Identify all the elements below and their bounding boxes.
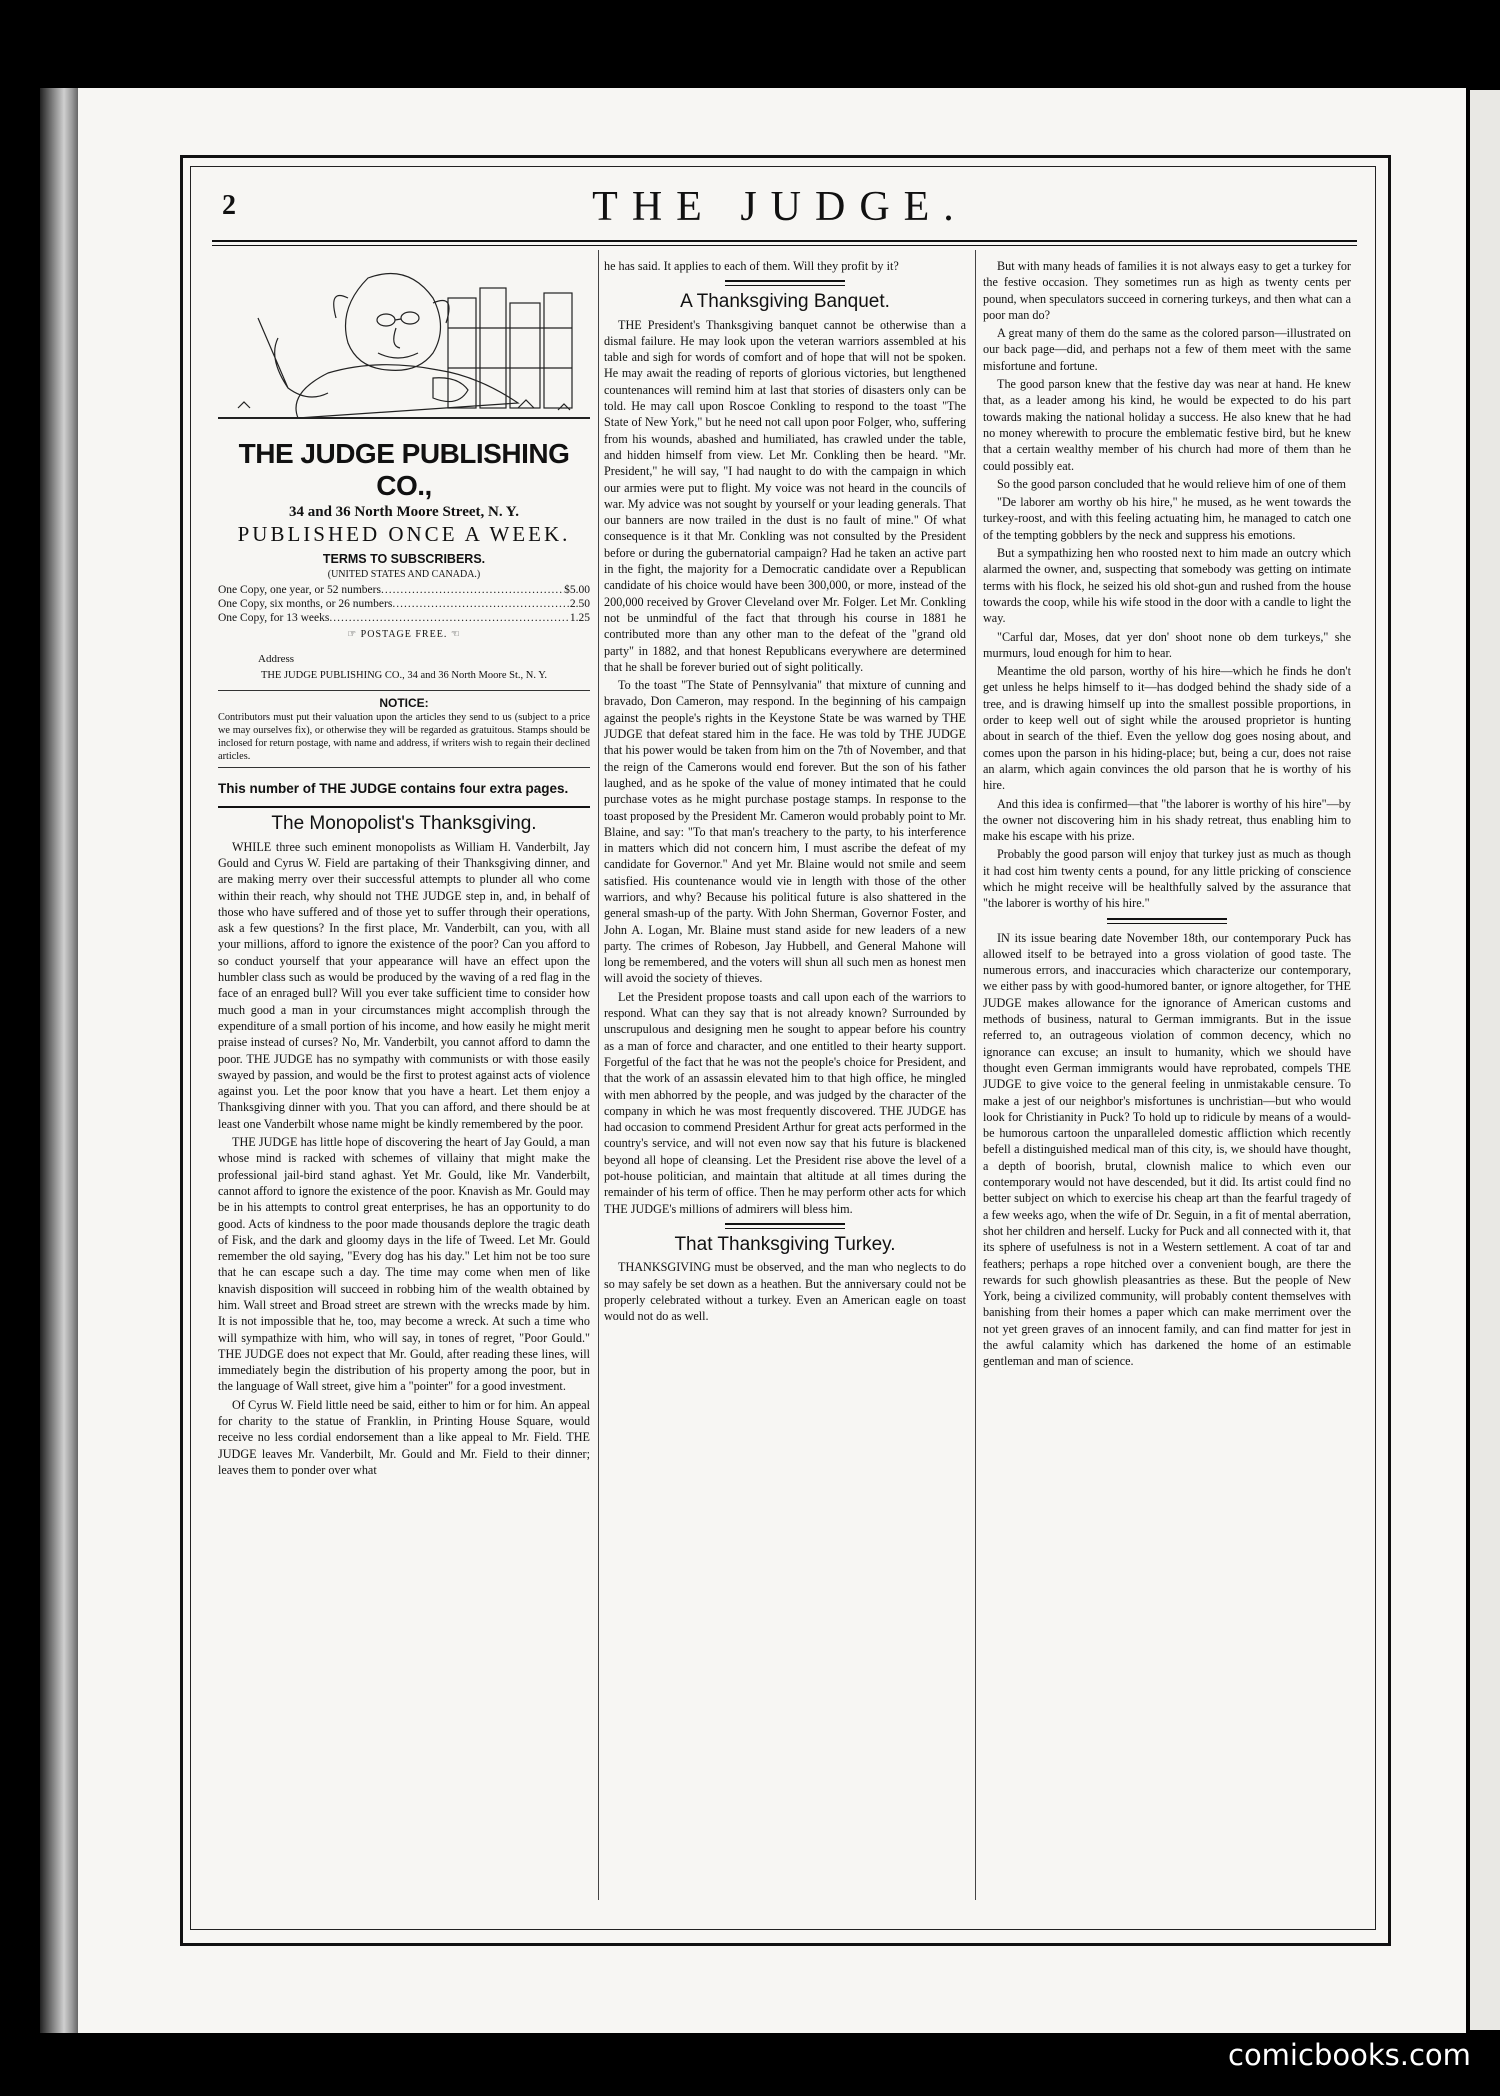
publisher-name: THE JUDGE PUBLISHING CO.,	[238, 438, 570, 501]
scan-binding-edge	[40, 88, 80, 2033]
rule	[218, 767, 590, 768]
column-1	[218, 258, 590, 1480]
header-rule-thin	[212, 245, 1357, 246]
paragraph: IN its issue bearing date November 18th, our contemporary Puck has allowed itself to be betrayed into a gross violation of good taste. The numerous errors, and inaccuracies which characterize our contemporary, we either pass by with good-humored banter, or ignore altogether, for THE JUDGE makes allowance for the ignorance of American customs and methods of business, natural to German immigrants. But in the issue referred to, an outrageous violation of common decency, which no ignorance can excuse; an insult to humanity, which we should have thought even German immigrants would have reprobated, compels THE JUDGE to give voice to the general feeling in unmistakable censure. To make a jest of our neighbor's misfortunes is unchristian—but who would look for Christianity in Puck? To hold up to ridicule by means of a would-be humorous cartoon the unparalleled domestic affliction which recently befell a distinguished medical man of this city, is, we should have thought, a depth of boorish, brutal, clownish malice to which even our contemporary would not have descended, but it did. Its artist could find no better subject on which to exercise his cheap art than the fearful tragedy of a few weeks ago, when the wife of Dr. Seguin, in a fit of mental aberration, shot her children and herself. Lucky for Puck and all connected with it, that its sphere of usefulness is not in a Western settlement. A coat of tar and feathers; perhaps a rope hitched over a convenient bough, are there the rewards for such ghowlish pleasantries as these. But the people of New York, being a civilized community, will probably content themselves with banishing from their homes a paper which can make merriment over the not yet green graves of an innocent family, and can find matter for jest in the awful calamity which has darkened the home of an estimable gentleman and man of science.	[983, 930, 1351, 1369]
column-divider	[598, 250, 599, 1900]
postage-note: ☞ POSTAGE FREE. ☜	[347, 629, 461, 641]
paragraph: "Carful dar, Moses, dat yer don' shoot none ob dem turkeys," she murmurs, loud enough for him to hear.	[983, 629, 1351, 660]
column-divider	[975, 250, 976, 1900]
paragraph: THE President's Thanksgiving banquet cannot be otherwise than a dismal failure. He may look upon the veteran warriors assembled at his table and sigh for words of comfort and of hope that will not be spoken. He may await the reading of reports of glorious victories, but lengthened countenances will remind him at last that stories of disasters only can be told. He may call upon Roscoe Conkling to respond to the toast "The State of New York," but he need not call upon poor Folger, who, suffering from his wounds, abashed and humiliated, has crawled under the table, and hidden himself from view. Let Mr. Conkling then be heard. "Mr. President," he will say, "I had naught to do with the campaign in which our armies were put to flight. My voice was not heard in the councils of war. My advice was not sought by yourself or your leading generals. That our banners are now trailed in the dust is no fault of mine." Of what consequence is it that Mr. Conkling was not consulted by the President before or during the gubernatorial campaign? Had he taken an active part in the fight, the majority for a Democratic candidate over a Republican candidate of his choice would have been 300,000, or more, instead of the 200,000 received by Grover Cleveland over Mr. Folger. Let Mr. Conkling not be unmindful of the fact that through his course in 1881 he contributed more than any other man to the defeat of the "grand old party" in 1882, and that honest Republicans everywhere are determined that he shall be forever buried out of sight politically.	[604, 317, 966, 674]
article-title-banquet: A Thanksgiving Banquet.	[680, 291, 890, 313]
column-2	[604, 258, 966, 1326]
notice-text: Contributors must put their valuation upon the articles they send to us (subject to a price we may ourselves fix), or otherwise they will be regarded as gratuitous. Stamps should be inclosed for return postage, with name and address, if writers wish to regain their declined articles.	[218, 712, 590, 763]
paragraph: A great many of them do the same as the colored parson—illustrated on our back page—did, and perhaps not a few of them meet with the same misfortune and fortune.	[983, 326, 1351, 373]
section-rule	[725, 280, 845, 286]
next-page-edge	[1470, 90, 1500, 2030]
paragraph: So the good parson concluded that he would relieve him of one of them	[997, 476, 1346, 491]
rate-row: One Copy, one year, or 52 numbers ..... $5.00	[218, 583, 590, 597]
judge-illustration	[218, 258, 590, 428]
column-3	[983, 258, 1351, 1372]
paragraph: But with many heads of families it is not always easy to get a turkey for the festive occasion. They sometimes run as high as twenty cents per pound, when speculators succeed in cornering turkeys, and then what can a poor man do?	[983, 259, 1351, 322]
rate-row: One Copy, for 13 weeks ..... 1.25	[218, 611, 590, 625]
paragraph: "De laborer am worthy ob his hire," he mused, as he went towards the turkey-roost, and with this feeling actuating him, he managed to catch one of the tempting gobblers by the neck and suppress his emotions.	[983, 495, 1351, 542]
paragraph: And this idea is confirmed—that "the laborer is worthy of his hire"—by the owner not discovering him in his shady retreat, thus enabling him to make his escape with his prize.	[983, 796, 1351, 844]
terms-subheading: (UNITED STATES AND CANADA.)	[327, 568, 481, 580]
rule	[218, 806, 590, 808]
masthead-title: THE JUDGE.	[592, 184, 968, 230]
paragraph: Let the President propose toasts and call upon each of the warriors to respond. What can they say that is not already known? Surrounded by unscrupulous and designing men he sought to appear before his country as a man of force and character, and one entitled to their hearty support. Forgetful of the fact that he was not the people's choice for President, and that the work of an assassin elevated him to that high office, he mingled with men abhorred by the people, and was judged by the character of the company in which he was most frequently discovered. THE JUDGE has had occasion to commend President Arthur for great acts performed in the country's service, and will not even now say that his future is blackened beyond all hope of cleansing. Let the President rise above the level of a pot-house politician, and maintain that altitude at all times during the remainder of his term of office. Then he may perform other acts for which THE JUDGE's millions of admirers will bless him.	[604, 989, 966, 1216]
paragraph: Probably the good parson will enjoy that turkey just as much as though it had cost him twenty cents a pound, for any little pricking of conscience which he might receive will be healthfully salved by the assurance that "the laborer is worthy of his hire."	[983, 847, 1351, 911]
terms-heading: TERMS TO SUBSCRIBERS.	[322, 551, 486, 566]
paragraph: Meantime the old parson, worthy of his hire—which he finds he don't get unless he helps himself to it—has dodged behind the shady side of a tree, and is drawing himself up into the smallest possible proportions, in order to keep well out of sight while the aroused proprietor is hunting about in search of the thief. Even the yellow dog goes nosing about, and comes upon the parson in his hiding-place; but, being a cur, does not raise an alarm, which again convinces the old parson that he is worthy of his hire.	[983, 664, 1351, 793]
rate-row: One Copy, six months, or 26 numbers ..... 2.50	[218, 597, 590, 611]
address-label: Address	[258, 653, 295, 666]
address-line: THE JUDGE PUBLISHING CO., 34 and 36 North Moore St., N. Y.	[260, 669, 548, 681]
extra-pages-note: This number of THE JUDGE contains four extra pages.	[218, 781, 569, 797]
paragraph: WHILE three such eminent monopolists as William H. Vanderbilt, Jay Gould and Cyrus W. Field are partaking of their Thanksgiving dinner, and are making merry over their successful attempts to plunder all who come within their reach, why should not THE JUDGE step in, and, in behalf of those who have suffered and of those yet to suffer through their operations, ask a few questions? In the first place, Mr. Vanderbilt, can you, with all your millions, afford to ignore the existence of the poor? Can you afford to so conduct yourself that your appearance will have an effect upon the humbler class such as would be produced by the waving of a red flag in the face of an enraged bull? Will you ever take sufficient time to consider how much good a man in your circumstances might accomplish through the expenditure of a small portion of his income, and how easily he might merit praise instead of curses? No, Mr. Vanderbilt, you cannot afford to damn the poor. THE JUDGE has no sympathy with communists or with those easily swayed by passion, and would be the first to protest against acts of violence against you. Let the poor know that you have a heart. Let them enjoy a Thanksgiving dinner with you. That you can afford, and there should be at least one Vanderbilt whose name might be kindly remembered by the poor.	[218, 839, 590, 1131]
paragraph: Of Cyrus W. Field little need be said, either to him or for him. An appeal for charity to the statue of Franklin, in Printing House Square, would receive no less cordial endorsement than a like appeal to Mr. Field. THE JUDGE leaves Mr. Vanderbilt, Mr. Gould and Mr. Field to their dinner; leaves them to ponder over what	[218, 1397, 590, 1477]
section-rule	[725, 1223, 845, 1229]
paragraph: The good parson knew that the festive day was near at hand. He knew that, as a leader among his kind, he would be expected to do his part towards making the national holiday a success. He also knew that he had no money wherewith to procure the emblematic festive bird, but he knew that a certain wealthy member of his church had more of them than he could possibly eat.	[983, 377, 1351, 473]
rule	[218, 690, 590, 691]
notice-heading: NOTICE:	[379, 696, 429, 711]
article-title-turkey: That Thanksgiving Turkey.	[674, 1233, 896, 1255]
paragraph: To the toast "The State of Pennsylvania" that mixture of cunning and bravado, Don Cameron, may respond. In the beginning of his campaign against the people's rights in the Keystone State be was warned by THE JUDGE that defeat stared him in the face. He was told by THE JUDGE that his power would be taken from him on the 7th of November, and that the reign of the Camerons would end forever. But the son of his father laughed, and as he spoke of the value of money intimated that he could purchase votes as he might purchase postage stamps. In response to the toast proposed by the President Mr. Cameron would probably point to Mr. Blaine, and say: "To that man's treachery to the party, to his interference in matters which did not concern him, I must ascribe the defeat of my candidate for Governor." And yet Mr. Blaine would not smile and seem satisfied. His countenance would vie in length with those of the other warriors, and why? Because his political future is also shattered in the general smash-up of the party. With John Sherman, Governor Foster, and John A. Logan, Mr. Blaine must stand aside for new leaders of a new party. The crimes of Robeson, Jay Hubbell, and General Mahone will long be remembered, and the voters will shun all such men as honest men will avoid the society of thieves.	[604, 678, 966, 986]
page-number: 2	[222, 190, 236, 221]
paragraph: THANKSGIVING must be observed, and the man who neglects to do so may safely be set down as a heathen. But the anniversary could not be properly celebrated without a turkey. Even an American eagle on toast would not do as well.	[604, 1260, 966, 1324]
section-rule	[1107, 918, 1227, 924]
publication-frequency: PUBLISHED ONCE A WEEK.	[237, 522, 571, 547]
article-title-monopolist: The Monopolist's Thanksgiving.	[271, 813, 537, 835]
paragraph: he has said. It applies to each of them. Will they profit by it?	[604, 259, 899, 273]
publisher-address: 34 and 36 North Moore Street, N. Y.	[289, 504, 519, 520]
header-rule	[212, 240, 1357, 242]
paragraph: But a sympathizing hen who roosted next to him made an outcry which alarmed the owner, and, suspecting that somebody was getting on intimate terms with his flock, he seized his old shot-gun and rushed from the house towards the coop, while his wife stood in the door with a candle to light the way.	[983, 546, 1351, 626]
paragraph: THE JUDGE has little hope of discovering the heart of Jay Gould, a man whose mind is racked with schemes of villainy that might make the professional jail-bird stand aghast. Yet Mr. Gould, like Mr. Vanderbilt, cannot afford to ignore the existence of the poor. Knavish as Mr. Gould may be in his attempts to control great enterprises, he has an opportunity to do good. Acts of kindness to the poor made thousands deplore the tragic death of Fisk, and the dark and gloomy days in the life of Tweed. Let Mr. Gould remember the old saying, "Every dog has his day." Let him not be too sure that he can escape such a day. The time may come when men of like knavish disposition will succeed in robbing him of the wealth obtained by him. Wall street and Broad street are strewn with the wrecks made by him. It is not impossible that he, too, may become a wreck. At such a time who will sympathize with him, who will say, in tones of regret, "Poor Gould." THE JUDGE does not expect that Mr. Gould, after reading these lines, will immediately begin the distribution of his property among the poor, but in the language of Wall street, give him a "pointer" for a good investment.	[218, 1135, 590, 1394]
watermark: comicbooks.com	[1228, 2038, 1471, 2072]
